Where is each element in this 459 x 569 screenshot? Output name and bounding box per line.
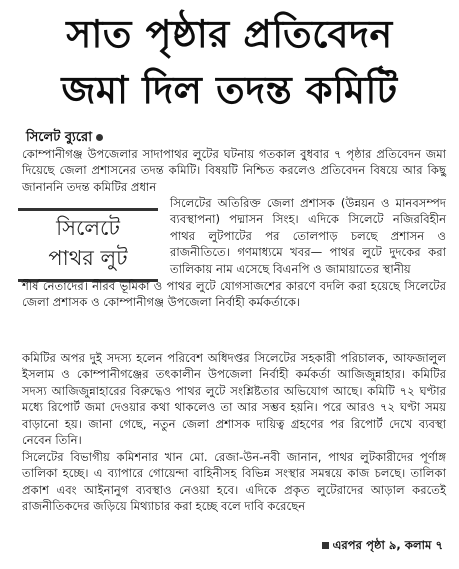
body-paragraph-wrapped: সিলেটের অতিরিক্ত জেলা প্রশাসক (উন্নয়ন ও মানবসম্পদ ব্যবস্থাপনা) পদ্মাসন সিংহ। এদিকে সিলেটে নজিরবিহীন পাথর লুটপাটের পর তোলপাড় চলছে প্রশাসন ও রাজনীতিতে। গণমাধ্যমে খবর— পাথর লুটে দুদকের করা তালিকায় নাম এসেছে বিএনপি ও জামায়াতের স্থানীয় xyxy=(170,196,446,276)
pull-quote-line-2: পাথর লুট xyxy=(48,246,128,270)
continuation-note xyxy=(322,537,443,556)
continuation-text: এরপর পৃষ্ঠা ৯, কলাম ৭ xyxy=(332,538,443,552)
body-paragraph-3: কমিটির অপর দুই সদস্য হলেন পরিবেশ অধিদপ্তর সিলেটের সহকারী পরিচালক, আফজালুল ইসলাম ও কোম্পানীগঞ্জের তৎকালীন উপজেলা নির্বাহী কর্মকর্তা আজিজুন্নাহার। কমিটির সদস্য আজিজুন্নাহারের বিরুদ্ধেও পাথর লুটে সংশ্লিষ্টতার অভিযোগ আছে। কমিটি ৭২ ঘণ্টার মধ্যে রিপোর্ট জমা দেওয়ার কথা থাকলেও তা আর সম্ভব হয়নি। পরে আরও ৭২ ঘণ্টা সময় বাড়ানো হয়। জানা গেছে, নতুন জেলা প্রশাসক দায়িত্ব গ্রহণের পর রিপোর্ট দেখে ব্যবস্থা নেবেন তিনি। xyxy=(22,351,446,448)
body-paragraph-1: কোম্পানীগঞ্জ উপজেলার সাদাপাথর লুটের ঘটনায় গতকাল বুধবার ৭ পৃষ্ঠার প্রতিবেদন জমা দিয়েছে জেলা প্রশাসনের তদন্ত কমিটি। বিষয়টি নিশ্চিত করলেও প্রতিবেদন বিষয়ে আর কিছু জানাননি তদন্ত কমিটির প্রধান xyxy=(22,147,446,194)
pull-quote-line-1: সিলেটে xyxy=(56,216,120,240)
headline-line-2: জমা দিল তদন্ত কমিটি xyxy=(61,68,398,112)
body-paragraph-2: শীর্ষ নেতাদের। নীরব ভূমিকা ও পাথর লুটে যোগসাজশের কারণে বদলি করা হয়েছে সিলেটের জেলা প্রশাসক ও কোম্পানীগঞ্জ উপজেলা নির্বাহী কর্মকর্তাকে। xyxy=(22,279,446,310)
bullet-icon xyxy=(96,134,103,141)
dateline-text: সিলেট ব্যুরো xyxy=(26,130,92,145)
square-bullet-icon xyxy=(322,542,329,549)
pull-quote xyxy=(18,208,158,282)
body-paragraph-4: সিলেটের বিভাগীয় কমিশনার খান মো. রেজা-উন-নবী জানান, পাথর লুটকারীদের পূর্ণাঙ্গ তালিকা হচ্ছে। এ ব্যাপারে গোয়েন্দা বাহিনীসহ বিভিন্ন সংস্থার সমন্বয়ে কাজ চলছে। তালিকা প্রকাশ এবং আইনানুগ ব্যবস্থাও নেওয়া হবে। এদিকে প্রকৃত লুটেরাদের আড়াল করতেই রাজনীতিকদের জড়িয়ে মিথ্যাচার করা হচ্ছে বলে দাবি করেছেন xyxy=(22,450,446,514)
headline-line-1: সাত পৃষ্ঠার প্রতিবেদন xyxy=(66,12,393,56)
